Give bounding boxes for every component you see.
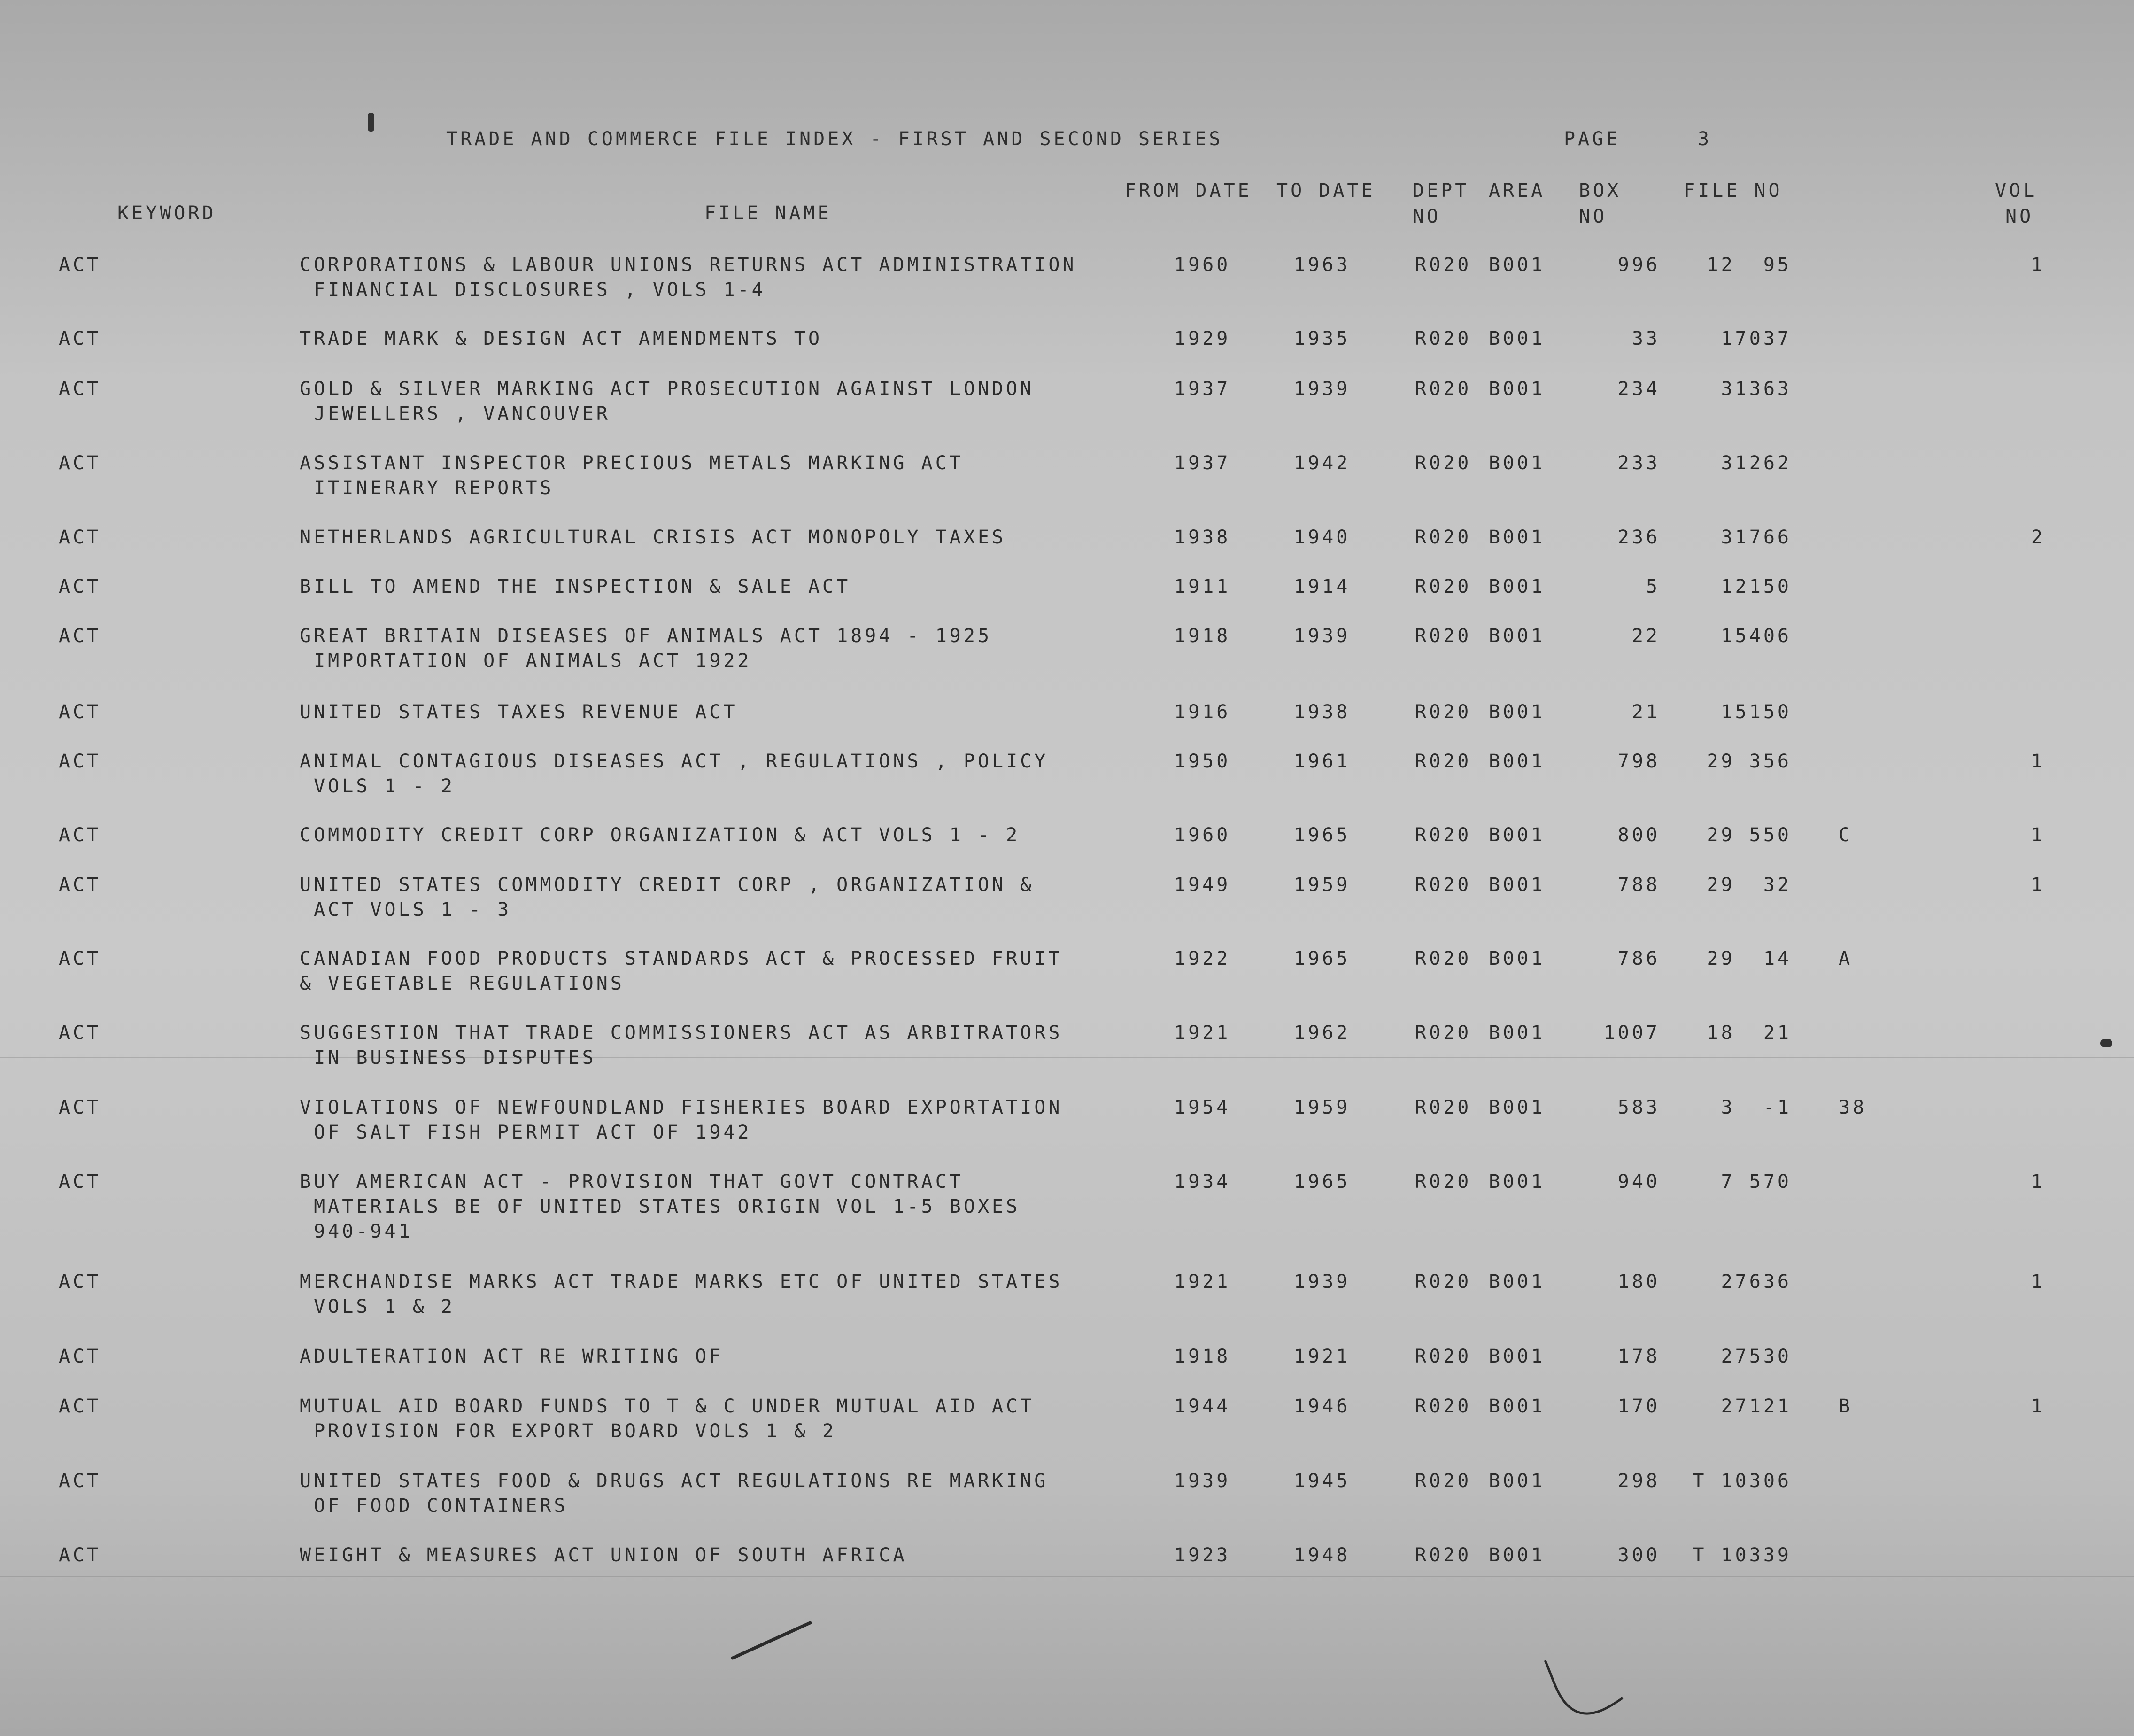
box-no-cell: 21 [1631,701,1660,723]
keyword-cell: ACT [59,527,101,548]
box-no-cell: 233 [1617,452,1660,474]
scan-line [0,1576,2134,1577]
file-name-line: ADULTERATION ACT RE WRITING OF [300,1346,724,1367]
column-header-file-name: FILE NAME [704,202,832,224]
keyword-cell: ACT [59,1544,101,1566]
file-no-cell: 7 570 [1721,1171,1792,1193]
to-date-cell: 1965 [1294,824,1351,846]
dept-no-cell: R020 [1415,824,1472,846]
to-date-cell: 1921 [1294,1346,1351,1367]
from-date-cell: 1960 [1174,254,1231,276]
to-date-cell: 1942 [1294,452,1351,474]
keyword-cell: ACT [59,576,101,597]
file-name-line: BUY AMERICAN ACT - PROVISION THAT GOVT CONTRACT [300,1171,964,1193]
dept-no-cell: R020 [1415,254,1472,276]
dept-no-cell: R020 [1415,378,1472,400]
box-no-cell: 22 [1631,625,1660,647]
from-date-cell: 1944 [1174,1395,1231,1417]
file-no-cell: 27530 [1721,1346,1792,1367]
area-cell: B001 [1489,576,1546,597]
file-no-cell: 29 14 [1707,948,1792,969]
keyword-cell: ACT [59,751,101,772]
file-no-cell: 3 -1 [1721,1097,1792,1118]
file-name-line: ACT VOLS 1 - 3 [300,899,512,921]
file-suffix-cell: 38 [1839,1097,1867,1118]
file-name-line: UNITED STATES FOOD & DRUGS ACT REGULATIONS RE MARKING [300,1470,1049,1492]
file-name-line: GREAT BRITAIN DISEASES OF ANIMALS ACT 1894 - 1925 [300,625,992,647]
file-name-line: IMPORTATION OF ANIMALS ACT 1922 [300,650,752,672]
report-title: TRADE AND COMMERCE FILE INDEX - FIRST AND SECOND SERIES [446,128,1223,150]
file-no-cell: 12150 [1721,576,1792,597]
file-name-line: FINANCIAL DISCLOSURES , VOLS 1-4 [300,279,766,301]
to-date-cell: 1962 [1294,1022,1351,1044]
file-no-cell: T 10306 [1693,1470,1792,1492]
vol-no-cell: 1 [2031,254,2045,276]
column-header-from-date: FROM DATE [1125,180,1252,202]
vol-no-cell: 1 [2031,874,2045,896]
box-no-cell: 996 [1617,254,1660,276]
keyword-cell: ACT [59,874,101,896]
area-cell: B001 [1489,824,1546,846]
file-name-line: OF SALT FISH PERMIT ACT OF 1942 [300,1122,752,1143]
keyword-cell: ACT [59,824,101,846]
to-date-cell: 1940 [1294,527,1351,548]
file-name-line: JEWELLERS , VANCOUVER [300,403,611,425]
file-suffix-cell: B [1839,1395,1853,1417]
box-no-cell: 786 [1617,948,1660,969]
file-no-cell: 31766 [1721,527,1792,548]
from-date-cell: 1934 [1174,1171,1231,1193]
from-date-cell: 1937 [1174,378,1231,400]
to-date-cell: 1939 [1294,625,1351,647]
dept-no-cell: R020 [1415,948,1472,969]
box-no-cell: 788 [1617,874,1660,896]
from-date-cell: 1921 [1174,1271,1231,1293]
vol-no-cell: 1 [2031,1171,2045,1193]
from-date-cell: 1949 [1174,874,1231,896]
file-no-cell: 12 95 [1707,254,1792,276]
column-header-file-no: FILE NO [1684,180,1783,202]
file-name-line: ASSISTANT INSPECTOR PRECIOUS METALS MARKING ACT [300,452,964,474]
to-date-cell: 1963 [1294,254,1351,276]
box-no-cell: 236 [1617,527,1660,548]
vol-no-cell: 1 [2031,751,2045,772]
dept-no-cell: R020 [1415,1395,1472,1417]
file-no-cell: 27121 [1721,1395,1792,1417]
area-cell: B001 [1489,751,1546,772]
box-no-cell: 5 [1646,576,1660,597]
file-name-line: VOLS 1 - 2 [300,775,455,797]
keyword-cell: ACT [59,1097,101,1118]
column-header-box-no: NO [1579,206,1608,227]
from-date-cell: 1929 [1174,328,1231,349]
keyword-cell: ACT [59,1271,101,1293]
box-no-cell: 180 [1617,1271,1660,1293]
column-header-vol-no: NO [2005,206,2034,227]
box-no-cell: 33 [1631,328,1660,349]
dept-no-cell: R020 [1415,1271,1472,1293]
area-cell: B001 [1489,1022,1546,1044]
to-date-cell: 1946 [1294,1395,1351,1417]
area-cell: B001 [1489,1271,1546,1293]
file-name-line: UNITED STATES TAXES REVENUE ACT [300,701,738,723]
file-name-line: BILL TO AMEND THE INSPECTION & SALE ACT [300,576,851,597]
file-name-line: PROVISION FOR EXPORT BOARD VOLS 1 & 2 [300,1420,837,1442]
vol-no-cell: 1 [2031,1271,2045,1293]
keyword-cell: ACT [59,378,101,400]
from-date-cell: 1950 [1174,751,1231,772]
dept-no-cell: R020 [1415,1022,1472,1044]
area-cell: B001 [1489,1470,1546,1492]
file-name-line: ITINERARY REPORTS [300,477,554,499]
file-no-cell: 15406 [1721,625,1792,647]
box-no-cell: 1007 [1603,1022,1660,1044]
area-cell: B001 [1489,452,1546,474]
file-name-line: MUTUAL AID BOARD FUNDS TO T & C UNDER MUTUAL AID ACT [300,1395,1035,1417]
from-date-cell: 1921 [1174,1022,1231,1044]
from-date-cell: 1938 [1174,527,1231,548]
area-cell: B001 [1489,328,1546,349]
from-date-cell: 1960 [1174,824,1231,846]
from-date-cell: 1939 [1174,1470,1231,1492]
box-no-cell: 300 [1617,1544,1660,1566]
from-date-cell: 1916 [1174,701,1231,723]
area-cell: B001 [1489,625,1546,647]
file-no-cell: 31363 [1721,378,1792,400]
keyword-cell: ACT [59,1171,101,1193]
area-cell: B001 [1489,1544,1546,1566]
scan-scratch-mark [728,1611,822,1667]
dept-no-cell: R020 [1415,328,1472,349]
dept-no-cell: R020 [1415,874,1472,896]
keyword-cell: ACT [59,452,101,474]
dept-no-cell: R020 [1415,527,1472,548]
file-name-line: SUGGESTION THAT TRADE COMMISSIONERS ACT AS ARBITRATORS [300,1022,1063,1044]
file-no-cell: 29 356 [1707,751,1792,772]
box-no-cell: 940 [1617,1171,1660,1193]
file-name-line: MERCHANDISE MARKS ACT TRADE MARKS ETC OF UNITED STATES [300,1271,1063,1293]
keyword-cell: ACT [59,948,101,969]
area-cell: B001 [1489,1395,1546,1417]
column-header-to-date: TO DATE [1276,180,1376,202]
keyword-cell: ACT [59,254,101,276]
area-cell: B001 [1489,254,1546,276]
scan-hair-mark [1536,1653,1639,1724]
file-name-line: VIOLATIONS OF NEWFOUNDLAND FISHERIES BOARD EXPORTATION [300,1097,1063,1118]
file-name-line: UNITED STATES COMMODITY CREDIT CORP , ORGANIZATION & [300,874,1035,896]
dept-no-cell: R020 [1415,576,1472,597]
file-name-line: OF FOOD CONTAINERS [300,1495,568,1517]
file-no-cell: 27636 [1721,1271,1792,1293]
to-date-cell: 1914 [1294,576,1351,597]
keyword-cell: ACT [59,328,101,349]
dept-no-cell: R020 [1415,1171,1472,1193]
to-date-cell: 1965 [1294,1171,1351,1193]
keyword-cell: ACT [59,1346,101,1367]
file-name-line: NETHERLANDS AGRICULTURAL CRISIS ACT MONOPOLY TAXES [300,527,1006,548]
box-no-cell: 170 [1617,1395,1660,1417]
file-name-line: VOLS 1 & 2 [300,1296,455,1318]
file-no-cell: 15150 [1721,701,1792,723]
dept-no-cell: R020 [1415,452,1472,474]
dept-no-cell: R020 [1415,701,1472,723]
to-date-cell: 1938 [1294,701,1351,723]
dept-no-cell: R020 [1415,1097,1472,1118]
dept-no-cell: R020 [1415,625,1472,647]
to-date-cell: 1965 [1294,948,1351,969]
column-header-box: BOX [1579,180,1622,202]
column-header-keyword: KEYWORD [117,202,216,224]
area-cell: B001 [1489,378,1546,400]
box-no-cell: 583 [1617,1097,1660,1118]
file-name-line: COMMODITY CREDIT CORP ORGANIZATION & ACT VOLS 1 - 2 [300,824,1021,846]
to-date-cell: 1939 [1294,378,1351,400]
from-date-cell: 1918 [1174,1346,1231,1367]
file-name-line: TRADE MARK & DESIGN ACT AMENDMENTS TO [300,328,823,349]
box-no-cell: 298 [1617,1470,1660,1492]
to-date-cell: 1948 [1294,1544,1351,1566]
page-label: PAGE [1564,128,1621,150]
from-date-cell: 1922 [1174,948,1231,969]
keyword-cell: ACT [59,1470,101,1492]
box-no-cell: 234 [1617,378,1660,400]
box-no-cell: 798 [1617,751,1660,772]
file-name-line: GOLD & SILVER MARKING ACT PROSECUTION AGAINST LONDON [300,378,1035,400]
dept-no-cell: R020 [1415,1346,1472,1367]
to-date-cell: 1945 [1294,1470,1351,1492]
dept-no-cell: R020 [1415,1544,1472,1566]
file-name-line: MATERIALS BE OF UNITED STATES ORIGIN VOL 1-5 BOXES [300,1196,1021,1217]
from-date-cell: 1923 [1174,1544,1231,1566]
box-no-cell: 178 [1617,1346,1660,1367]
file-no-cell: T 10339 [1693,1544,1792,1566]
to-date-cell: 1961 [1294,751,1351,772]
file-no-cell: 29 32 [1707,874,1792,896]
vol-no-cell: 1 [2031,1395,2045,1417]
file-name-line: CORPORATIONS & LABOUR UNIONS RETURNS ACT ADMINISTRATION [300,254,1077,276]
keyword-cell: ACT [59,1395,101,1417]
column-header-dept-no: NO [1413,206,1441,227]
file-name-line: ANIMAL CONTAGIOUS DISEASES ACT , REGULATIONS , POLICY [300,751,1049,772]
to-date-cell: 1959 [1294,1097,1351,1118]
file-no-cell: 31262 [1721,452,1792,474]
column-header-area: AREA [1489,180,1546,202]
dept-no-cell: R020 [1415,751,1472,772]
file-no-cell: 18 21 [1707,1022,1792,1044]
area-cell: B001 [1489,1346,1546,1367]
scan-dust-mark [368,113,374,132]
dept-no-cell: R020 [1415,1470,1472,1492]
file-suffix-cell: A [1839,948,1853,969]
to-date-cell: 1959 [1294,874,1351,896]
area-cell: B001 [1489,1097,1546,1118]
keyword-cell: ACT [59,625,101,647]
vol-no-cell: 2 [2031,527,2045,548]
to-date-cell: 1935 [1294,328,1351,349]
to-date-cell: 1939 [1294,1271,1351,1293]
from-date-cell: 1918 [1174,625,1231,647]
column-header-vol: VOL [1995,180,2038,202]
from-date-cell: 1911 [1174,576,1231,597]
box-no-cell: 800 [1617,824,1660,846]
scan-dust-mark [2100,1039,2112,1047]
file-name-line: 940-941 [300,1221,413,1242]
file-no-cell: 29 550 [1707,824,1792,846]
from-date-cell: 1954 [1174,1097,1231,1118]
column-header-dept: DEPT [1413,180,1469,202]
area-cell: B001 [1489,948,1546,969]
file-no-cell: 17037 [1721,328,1792,349]
keyword-cell: ACT [59,701,101,723]
keyword-cell: ACT [59,1022,101,1044]
from-date-cell: 1937 [1174,452,1231,474]
file-name-line: IN BUSINESS DISPUTES [300,1047,596,1069]
file-name-line: & VEGETABLE REGULATIONS [300,973,625,994]
page-number: 3 [1698,128,1712,150]
area-cell: B001 [1489,1171,1546,1193]
vol-no-cell: 1 [2031,824,2045,846]
file-name-line: WEIGHT & MEASURES ACT UNION OF SOUTH AFRICA [300,1544,907,1566]
file-suffix-cell: C [1839,824,1853,846]
area-cell: B001 [1489,874,1546,896]
area-cell: B001 [1489,701,1546,723]
area-cell: B001 [1489,527,1546,548]
file-name-line: CANADIAN FOOD PRODUCTS STANDARDS ACT & PROCESSED FRUIT [300,948,1063,969]
